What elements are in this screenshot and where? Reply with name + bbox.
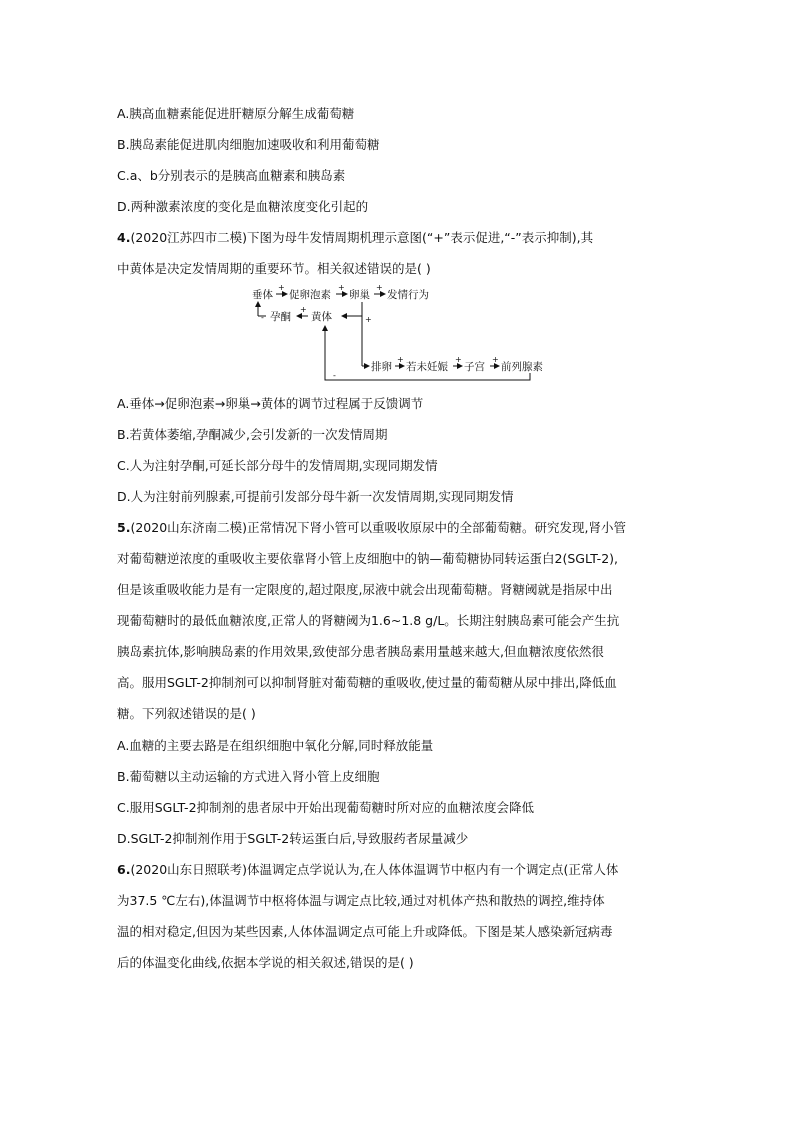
node-fsh: 促卵泡素 (289, 289, 331, 301)
sign-minus-2: - (333, 371, 336, 380)
sign-plus-1: + (278, 283, 285, 292)
q5-option-a: A.血糖的主要去路是在组织细胞中氧化分解,同时释放能量 (117, 738, 434, 753)
q4-stem-line-2: 中黄体是决定发情周期的重要环节。相关叙述错误的是( ) (117, 261, 431, 276)
estrous-cycle-diagram (240, 282, 570, 382)
q5-option-c: C.服用SGLT-2抑制剂的患者尿中开始出现葡萄糖时所对应的血糖浓度会降低 (117, 800, 535, 815)
q4-option-c: C.人为注射孕酮,可延长部分母牛的发情周期,实现同期发情 (117, 458, 438, 473)
q4-option-a: A.垂体→促卵泡素→卵巢→黄体的调节过程属于反馈调节 (117, 396, 424, 411)
q5-stem-line-5: 胰岛素抗体,影响胰岛素的作用效果,致使部分患者胰岛素用量越来越大,但血糖浓度依然很 (117, 644, 604, 659)
q5-stem-line-3: 但是该重吸收能力是有一定限度的,超过限度,尿液中就会出现葡萄糖。肾糖阈就是指尿中出 (117, 582, 613, 597)
q4-stem-line-1 (117, 230, 593, 246)
q3-option-d: D.两种激素浓度的变化是血糖浓度变化引起的 (117, 199, 369, 214)
node-estrus-behavior: 发情行为 (387, 289, 429, 301)
q5-option-d: D.SGLT-2抑制剂作用于SGLT-2转运蛋白后,导致服药者尿量减少 (117, 831, 469, 846)
q5-stem-line-7: 糖。下列叙述错误的是( ) (117, 706, 256, 721)
sign-plus-3: + (376, 283, 383, 292)
q5-stem-line-1 (117, 520, 626, 536)
q4-option-d: D.人为注射前列腺素,可提前引发部分母牛新一次发情周期,实现同期发情 (117, 489, 514, 504)
q6-stem-line-4: 后的体温变化曲线,依据本学说的相关叙述,错误的是( ) (117, 955, 414, 970)
sign-plus-5: + (365, 315, 372, 324)
sign-plus-8: + (492, 355, 499, 364)
q3-option-a: A.胰高血糖素能促进肝糖原分解生成葡萄糖 (117, 106, 355, 121)
q5-stem-line-6: 高。服用SGLT-2抑制剂可以抑制肾脏对葡萄糖的重吸收,使过量的葡萄糖从尿中排出,降低血 (117, 675, 617, 690)
sign-plus-4: + (300, 305, 307, 314)
sign-plus-7: + (455, 355, 462, 364)
q4-number: 4. (117, 230, 131, 245)
node-prostaglandin: 前列腺素 (501, 361, 543, 373)
sign-minus-1: - (261, 313, 264, 322)
node-not-pregnant: 若未妊娠 (406, 361, 448, 373)
q6-number: 6. (117, 862, 131, 877)
q4-text-1: (2020江苏四市二模)下图为母牛发情周期机理示意图(“+”表示促进,“-”表示抑制),其 (130, 230, 594, 245)
sign-plus-2: + (338, 283, 345, 292)
q6-stem-line-2: 为37.5 ℃左右),体温调节中枢将体温与调定点比较,通过对机体产热和散热的调控,维持体 (117, 893, 605, 908)
q3-option-c: C.a、b分别表示的是胰高血糖素和胰岛素 (117, 168, 346, 183)
q6-text-1: (2020山东日照联考)体温调定点学说认为,在人体体温调节中枢内有一个调定点(正常人体 (130, 862, 619, 877)
node-ovary: 卵巢 (349, 289, 370, 301)
node-uterus: 子宫 (464, 361, 485, 373)
q6-stem-line-1 (117, 862, 618, 878)
q5-stem-line-2: 对葡萄糖逆浓度的重吸收主要依靠肾小管上皮细胞中的钠—葡萄糖协同转运蛋白2(SGLT-2), (117, 551, 618, 566)
q4-option-b: B.若黄体萎缩,孕酮减少,会引发新的一次发情周期 (117, 427, 388, 442)
q6-stem-line-3: 温的相对稳定,但因为某些因素,人体体温调定点可能上升或降低。下图是某人感染新冠病毒 (117, 924, 613, 939)
q5-text-1: (2020山东济南二模)正常情况下肾小管可以重吸收原尿中的全部葡萄糖。研究发现,肾小管 (130, 520, 626, 535)
node-progesterone: 孕酮 (270, 311, 291, 323)
q5-number: 5. (117, 520, 131, 535)
q5-stem-line-4: 现葡萄糖时的最低血糖浓度,正常人的肾糖阈为1.6~1.8 g/L。长期注射胰岛素可能会产生抗 (117, 613, 620, 628)
node-corpus-luteum: 黄体 (311, 311, 332, 323)
sign-plus-6: + (397, 355, 404, 364)
node-ovulation: 排卵 (371, 361, 392, 373)
q3-option-b: B.胰岛素能促进肌肉细胞加速吸收和利用葡萄糖 (117, 137, 380, 152)
node-pituitary: 垂体 (252, 289, 273, 301)
q5-option-b: B.葡萄糖以主动运输的方式进入肾小管上皮细胞 (117, 769, 380, 784)
